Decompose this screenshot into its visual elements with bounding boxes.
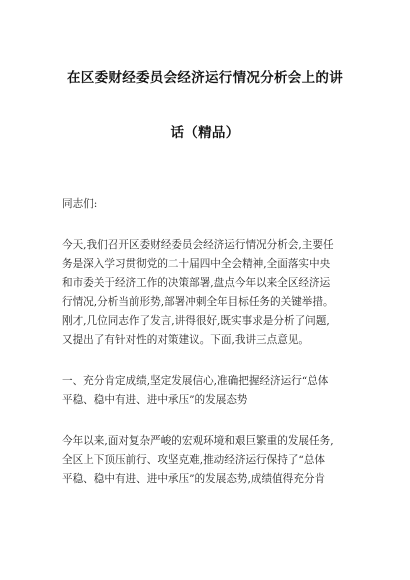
salutation: 同志们:	[62, 198, 98, 210]
document-title-line-2: 话（精品）	[170, 125, 240, 141]
paragraph-1-line: 又提出了有针对性的对策建议。下面,我讲三点意见。	[62, 334, 310, 346]
paragraph-2-line: 今年以来,面对复杂严峻的宏观环境和艰巨繁重的发展任务,	[62, 435, 334, 447]
section-1-heading-line: 平稳、稳中有进、进中承压”的发展态势	[62, 394, 248, 406]
paragraph-1-line: 刚才,几位同志作了发言,讲得很好,既实事求是分析了问题,	[62, 315, 330, 327]
paragraph-2-line: 平稳、稳中有进、进中承压”的发展态势,成绩值得充分肯	[62, 473, 326, 485]
paragraph-1-line: 今天,我们召开区委财经委员会经济运行情况分析会,主要任	[62, 239, 334, 251]
paragraph-1-line: 行情况,分析当前形势,部署冲刺全年目标任务的关键举措。	[62, 296, 334, 308]
paragraph-1-line: 和市委关于经济工作的决策部署,盘点今年以来全区经济运	[62, 277, 331, 289]
paragraph-1-line: 务是深入学习贯彻党的二十届四中全会精神,全面落实中央	[62, 258, 331, 270]
paragraph-2-line: 全区上下顶压前行、攻坚克难,推动经济运行保持了“总体	[62, 454, 326, 466]
section-1-heading-line: 一、充分肯定成绩,坚定发展信心,准确把握经济运行“总体	[62, 375, 329, 387]
document-title-line-1: 在区委财经委员会经济运行情况分析会上的讲	[67, 70, 343, 86]
